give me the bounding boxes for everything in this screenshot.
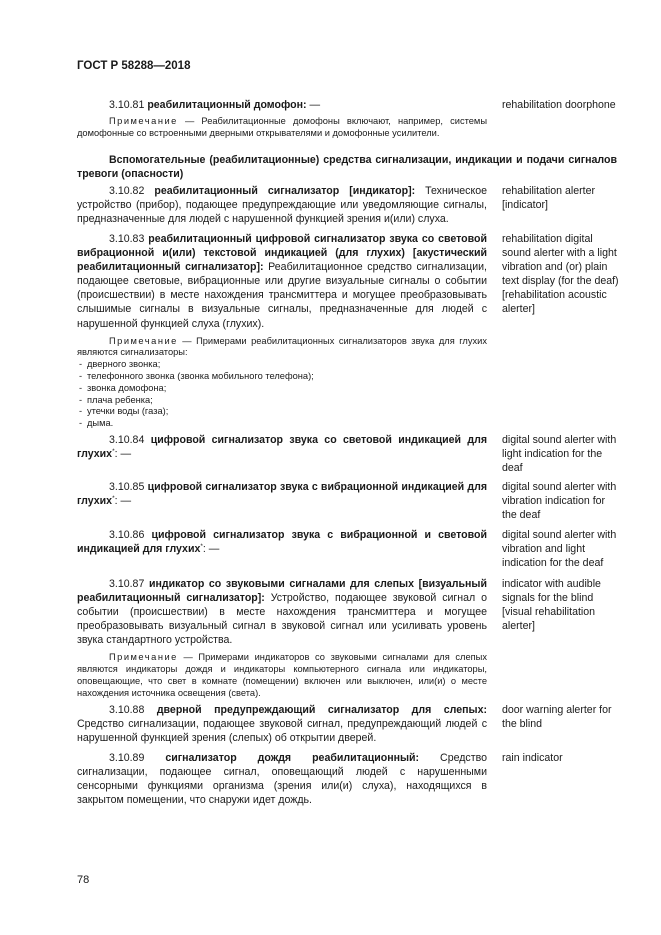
entry-english-term: digital sound alerter with vibration and light indication for the deaf [502, 529, 617, 570]
entry-russian-text: 3.10.89 сигнализатор дождя реабилитационный: Средство сигнализации, подающее сигнал, оповещающий людей с нарушенными сенсорными функциями организма (зрения или(и) слуха), находящихся в закрытом помещении, что снаружи идет дождь. [77, 752, 487, 807]
entry-russian-text: 3.10.86 цифровой сигнализатор звука с вибрационной и световой индикацией для глухих*: — [77, 529, 487, 556]
list-item: - дверного звонка; [77, 359, 487, 371]
entry-english-term: rain indicator [502, 752, 563, 764]
footnote-mark: * [112, 448, 115, 456]
entry-english-term: digital sound alerter with vibration indication for the deaf [502, 481, 617, 522]
list-item: - звонка домофона; [77, 383, 487, 395]
entry-note: Примечание — Примерами реабилитационных сигнализаторов звука для глухих являются сигнализаторы: [77, 335, 487, 358]
document-standard-header: ГОСТ Р 58288—2018 [77, 60, 191, 72]
entry-english-term: digital sound alerter with light indication for the deaf [502, 434, 617, 475]
entry-note: Примечание — Реабилитационные домофоны включают, например, системы домофонные со встроенными дверными открывателями и домофонные усилители. [77, 116, 487, 138]
entry-russian-text: 3.10.84 цифровой сигнализатор звука со световой индикацией для глухих*: — [77, 434, 488, 461]
page-number: 78 [77, 874, 90, 886]
entry-english-term: rehabilitation doorphone [502, 99, 616, 111]
section-heading: Вспомогательные (реабилитационные) средства сигнализации, индикации и подачи сигналов тревоги (опасности) [77, 154, 617, 181]
footnote-mark: * [112, 495, 115, 503]
entry-russian-text: 3.10.85 цифровой сигнализатор звука с вибрационной индикацией для глухих*: — [77, 481, 487, 508]
list-item: - утечки воды (газа); [77, 406, 487, 418]
list-item: - дыма. [77, 418, 487, 430]
entry-english-term: indicator with audible signals for the blind [visual rehabilitation alerter] [502, 578, 601, 633]
entry-english-term: rehabilitation alerter [indicator] [502, 185, 596, 212]
alerter-examples-list [77, 359, 487, 430]
entry-english-term: door warning alerter for the blind [502, 704, 612, 731]
entry-russian-text: 3.10.81 реабилитационный домофон: — Примечание — Реабилитационные домофоны включают, например, системы домофонные со встроенными дверными открывателями и домофонные усилители. [77, 99, 487, 138]
entry-english-term: rehabilitation digital sound alerter with a light vibration and (or) plain text display (for the deaf) [rehabilitation acoustic alerter] [502, 233, 619, 316]
entry-note: Примечание — Примерами индикаторов со звуковыми сигналами для слепых являются индикаторы дождя и индикаторы компьютерного сигнала или индикаторы, оповещающие, что свет в комнате (помещении) включен или выключен, или(и) о месте нахождения источника освещения (света). [77, 652, 487, 698]
entry-russian-text: 3.10.87 индикатор со звуковыми сигналами для слепых [визуальный реабилитационный сигнализатор]: Устройство, подающее звуковой сигнал о событии (происшествии) в месте нахождения трансмиттера и могущее преобразовывать визуальный сигнал в звуковой сигнал или усиливать уровень звука стандартного устройства. Примечание — Примерами индикаторов со звуковыми сигналами для слепых являются индикаторы дождя и индикаторы компьютерного сигнала или индикаторы, оповещающие, что свет в комнате (помещении) включен или выключен, или(и) о месте нахождения источника освещения (света). [77, 578, 488, 698]
entry-russian-text: 3.10.82 реабилитационный сигнализатор [индикатор]: Техническое устройство (прибор), подающее предупреждающие или уведомляющие сигналы, предназначенные для людей с нарушенной функцией зрения и(или) слуха. [77, 185, 487, 226]
footnote-mark: * [200, 543, 203, 551]
list-item: - телефонного звонка (звонка мобильного телефона); [77, 371, 487, 383]
list-item: - плача ребенка; [77, 395, 487, 407]
entry-russian-text: 3.10.88 дверной предупреждающий сигнализатор для слепых: Средство сигнализации, подающее звуковой сигнал, предупреждающий людей с нарушенной функцией зрения (слепых) об открытии дверей. [77, 704, 487, 745]
entry-russian-text: 3.10.83 реабилитационный цифровой сигнализатор звука со световой вибрационной и(или) текстовой индикацией (для глухих) [акустический реабилитационный сигнализатор]: Реабилитационное средство сигнализации, подающее световые, вибрационные или другие визуальные сигналы о событии (происшествии) в месте нахождения трансмиттера и могущее преобразовывать слышимые сигналы в визуальные сигналы, предназначенные для людей с нарушенной функцией слуха (глухих). Примечание — Примерами реабилитационных сигнализаторов звука для глухих являются сигнализаторы: - дверного звонка; - телефонного звонка (звонка мобильного телефона); - звонка домофона; - плача ребенка; - утечки воды (газа); - дыма. [77, 232, 487, 430]
